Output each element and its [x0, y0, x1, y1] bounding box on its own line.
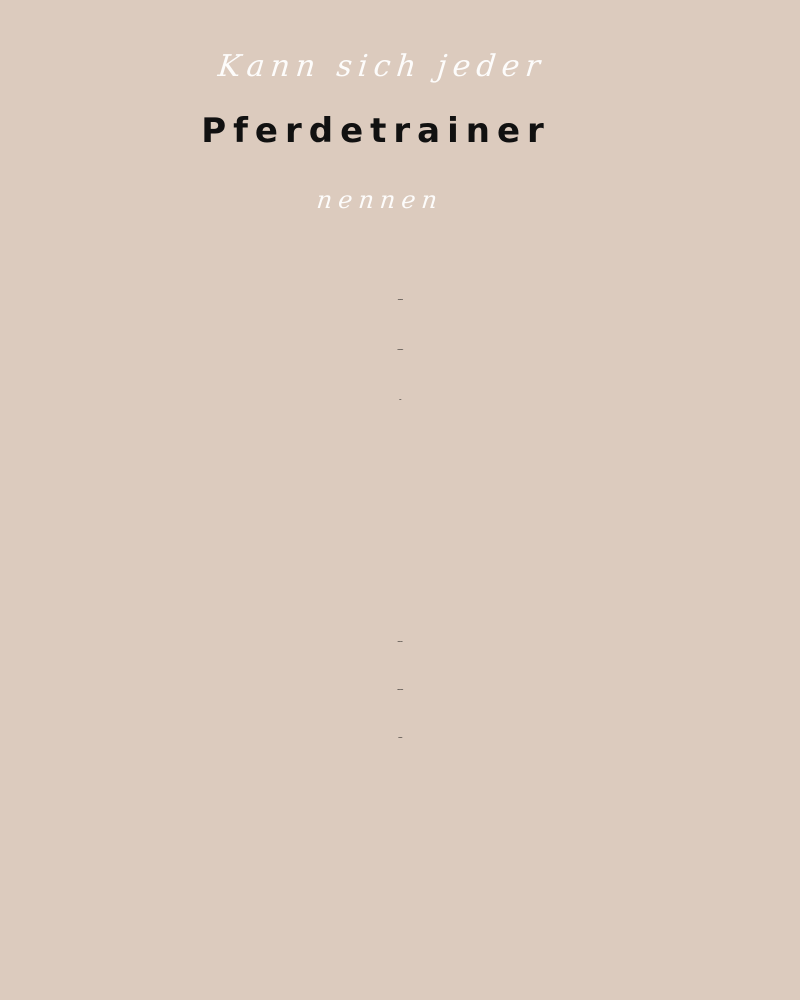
- paragraph-line: und hatte große Freude am Showreiten wofür die Pferde: [397, 690, 403, 691]
- heading-script-bottom: nennen: [315, 186, 445, 214]
- paragraph-line: besonders fein ausgebildet sein mussten.: [398, 738, 402, 739]
- paragraph-fairs: [0, 619, 800, 763]
- paragraph-line: [0, 826, 800, 872]
- paragraph-line: [0, 780, 800, 826]
- paragraph-line: [0, 426, 800, 471]
- paragraph-line: [0, 561, 800, 606]
- paragraph-youth: [0, 276, 800, 426]
- paragraph-line: [0, 872, 800, 918]
- page-title: Pferdetrainer: [201, 111, 551, 151]
- paragraph-line: [0, 918, 800, 964]
- paragraph-line: [0, 516, 800, 561]
- paragraph-line: Ich bin einige Jahre auf diverse Pferdemessen gefahren: [397, 642, 403, 643]
- paragraph-line: Schon in meiner Jugend erlernte ich das Westernreiten bei: [397, 300, 403, 301]
- paragraph-line: verschiedenen Trainern und besuchte diverse Kurse und: [397, 350, 403, 351]
- paragraph-line: [0, 471, 800, 516]
- paragraph-line: Weiterbildungen.: [399, 400, 401, 401]
- paragraph-training: [0, 780, 800, 964]
- paragraph-experience: [0, 426, 800, 606]
- heading-script-top: Kann sich jeder: [216, 49, 548, 84]
